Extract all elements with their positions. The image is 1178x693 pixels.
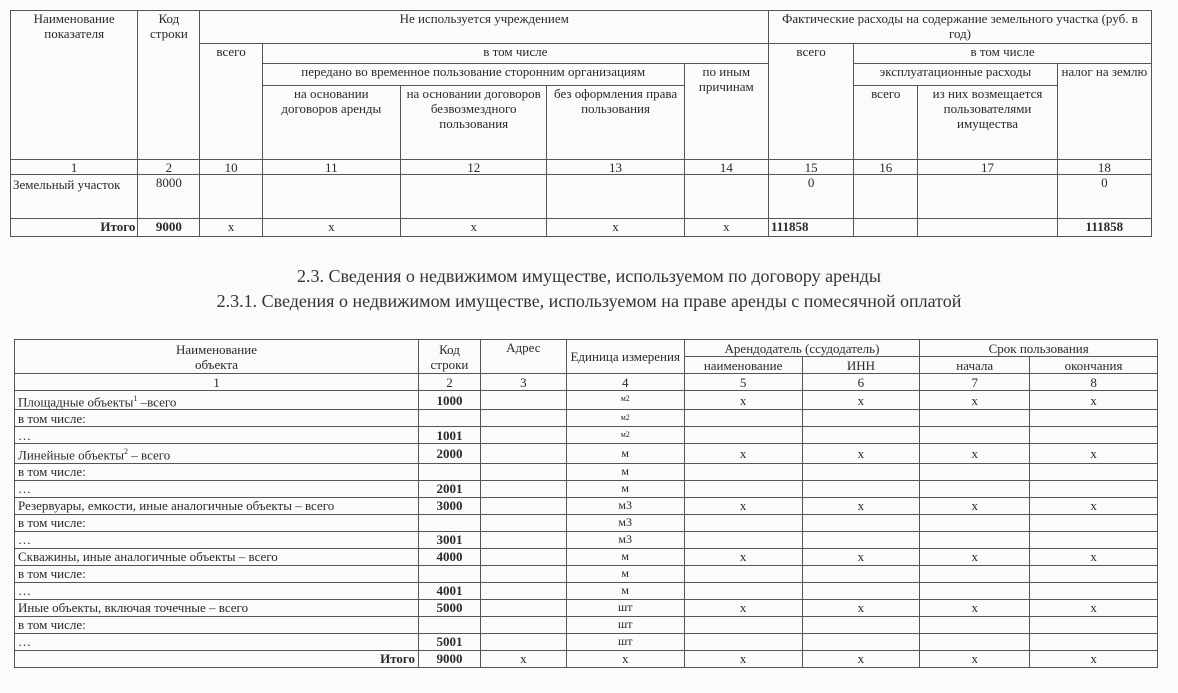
object-unit: шт <box>566 599 684 616</box>
object-name: … <box>15 480 419 497</box>
term-start <box>920 480 1030 497</box>
term-end <box>1030 565 1158 582</box>
col-num: 18 <box>1057 160 1151 175</box>
header-start: начала <box>920 357 1030 374</box>
row-code: 8000 <box>138 175 200 219</box>
object-address <box>480 548 566 565</box>
object-code: 4001 <box>418 582 480 599</box>
lessor-name: х <box>684 391 802 410</box>
object-unit: м3 <box>566 497 684 514</box>
header-transferred: передано во временное пользование сторонним организациям <box>262 64 684 86</box>
land-plot-table <box>10 10 1152 237</box>
total-start: х <box>920 650 1030 667</box>
object-unit: м <box>566 548 684 565</box>
header-no-registration: без оформления права пользования <box>547 86 684 160</box>
object-code: 2001 <box>418 480 480 497</box>
rented-property-table <box>14 339 1158 668</box>
object-address <box>480 633 566 650</box>
term-start: х <box>920 548 1030 565</box>
table-row <box>15 427 1158 444</box>
lessor-name: х <box>684 497 802 514</box>
cell-11: х <box>262 219 400 237</box>
term-start: х <box>920 599 1030 616</box>
total-inn: х <box>802 650 920 667</box>
header-term: Срок пользования <box>920 340 1158 357</box>
header-operating-total: всего <box>854 86 918 160</box>
col-num: 16 <box>854 160 918 175</box>
term-end <box>1030 582 1158 599</box>
column-numbers-row <box>11 160 1152 175</box>
term-start <box>920 463 1030 480</box>
header-including: в том числе <box>262 44 768 64</box>
header-inn: ИНН <box>802 357 920 374</box>
col-num: 1 <box>15 374 419 391</box>
header-code: Код строки <box>138 11 200 160</box>
object-code: 5001 <box>418 633 480 650</box>
object-code: 1001 <box>418 427 480 444</box>
lessor-inn <box>802 565 920 582</box>
object-address <box>480 444 566 463</box>
cell <box>854 175 918 219</box>
total-label: Итого <box>15 650 419 667</box>
term-start <box>920 616 1030 633</box>
cell-14: х <box>684 219 768 237</box>
term-end <box>1030 410 1158 427</box>
lessor-inn: х <box>802 444 920 463</box>
term-end <box>1030 514 1158 531</box>
lessor-name <box>684 480 802 497</box>
lessor-name <box>684 531 802 548</box>
object-code <box>418 514 480 531</box>
object-name: Линейные объекты$^2$ – всего <box>15 444 419 463</box>
cell <box>401 175 547 219</box>
term-start <box>920 514 1030 531</box>
lessor-name: х <box>684 548 802 565</box>
object-unit: м <box>566 582 684 599</box>
object-address <box>480 616 566 633</box>
total-unit: х <box>566 650 684 667</box>
lessor-name <box>684 616 802 633</box>
cell <box>547 175 684 219</box>
cell <box>918 219 1057 237</box>
object-address <box>480 599 566 616</box>
table-row <box>15 514 1158 531</box>
table-row <box>15 391 1158 410</box>
object-unit: шт <box>566 616 684 633</box>
lessor-name <box>684 582 802 599</box>
object-unit: шт <box>566 633 684 650</box>
object-code: 1000 <box>418 391 480 410</box>
header-address: Адрес <box>480 340 566 374</box>
term-start <box>920 633 1030 650</box>
column-numbers-row <box>15 374 1158 391</box>
header-free-use: на основании договоров безвозмездного пользования <box>401 86 547 160</box>
section-heading: 2.3. Сведения о недвижимом имуществе, используемом по договору аренды <box>297 266 881 286</box>
term-end <box>1030 480 1158 497</box>
object-name: Иные объекты, включая точечные – всего <box>15 599 419 616</box>
object-name: Резервуары, емкости, иные аналогичные объекты – всего <box>15 497 419 514</box>
lessor-name <box>684 514 802 531</box>
header-total: всего <box>200 44 262 160</box>
term-start <box>920 410 1030 427</box>
col-num: 13 <box>547 160 684 175</box>
object-name: в том числе: <box>15 410 419 427</box>
object-address <box>480 531 566 548</box>
term-end <box>1030 463 1158 480</box>
col-num: 3 <box>480 374 566 391</box>
lessor-inn: х <box>802 391 920 410</box>
term-end: х <box>1030 548 1158 565</box>
object-code: 4000 <box>418 548 480 565</box>
lessor-inn <box>802 531 920 548</box>
object-name: … <box>15 633 419 650</box>
header-name: Наименование показателя <box>11 11 138 160</box>
header-operating-costs: эксплуатационные расходы <box>854 64 1058 86</box>
table-row <box>15 444 1158 463</box>
term-end <box>1030 427 1158 444</box>
header-end: окончания <box>1030 357 1158 374</box>
table-row <box>15 410 1158 427</box>
object-name: … <box>15 582 419 599</box>
cell-15: 0 <box>768 175 853 219</box>
term-end <box>1030 633 1158 650</box>
object-address <box>480 391 566 410</box>
term-start <box>920 427 1030 444</box>
col-num: 5 <box>684 374 802 391</box>
lessor-inn <box>802 582 920 599</box>
col-num: 6 <box>802 374 920 391</box>
table-row <box>15 548 1158 565</box>
lessor-inn <box>802 616 920 633</box>
term-start: х <box>920 444 1030 463</box>
object-address <box>480 480 566 497</box>
object-code <box>418 463 480 480</box>
total-code: 9000 <box>138 219 200 237</box>
term-end: х <box>1030 497 1158 514</box>
total-label: Итого <box>11 219 138 237</box>
col-num: 10 <box>200 160 262 175</box>
lessor-name <box>684 463 802 480</box>
lessor-name <box>684 427 802 444</box>
header-lessor: Арендодатель (ссудодатель) <box>684 340 920 357</box>
term-start <box>920 531 1030 548</box>
col-num: 4 <box>566 374 684 391</box>
col-num: 15 <box>768 160 853 175</box>
term-end: х <box>1030 444 1158 463</box>
object-address <box>480 497 566 514</box>
lessor-inn: х <box>802 497 920 514</box>
term-start: х <box>920 497 1030 514</box>
lessor-name <box>684 565 802 582</box>
object-name: … <box>15 531 419 548</box>
table-row <box>15 565 1158 582</box>
term-start <box>920 582 1030 599</box>
object-code: 2000 <box>418 444 480 463</box>
term-start <box>920 565 1030 582</box>
cell-18: 111858 <box>1057 219 1151 237</box>
object-code: 5000 <box>418 599 480 616</box>
col-num: 11 <box>262 160 400 175</box>
row-name: Земельный участок <box>11 175 138 219</box>
lessor-inn <box>802 427 920 444</box>
table-row <box>15 582 1158 599</box>
total-lessor: х <box>684 650 802 667</box>
object-name: в том числе: <box>15 565 419 582</box>
term-start: х <box>920 391 1030 410</box>
object-unit: м2 <box>566 391 684 410</box>
object-address <box>480 410 566 427</box>
lessor-inn <box>802 514 920 531</box>
header-actual-costs: Фактические расходы на содержание земельного участка (руб. в год) <box>768 11 1151 44</box>
table-row <box>11 175 1152 219</box>
object-name: Скважины, иные аналогичные объекты – всего <box>15 548 419 565</box>
object-unit: м <box>566 444 684 463</box>
lessor-inn <box>802 480 920 497</box>
object-name: Площадные объекты$^1$ –всего <box>15 391 419 410</box>
term-end <box>1030 531 1158 548</box>
header-not-used: Не используется учреждением <box>200 11 768 44</box>
cell <box>684 175 768 219</box>
cell <box>854 219 918 237</box>
total-code: 9000 <box>418 650 480 667</box>
cell-13: х <box>547 219 684 237</box>
total-address: х <box>480 650 566 667</box>
header-lessor-name: наименование <box>684 357 802 374</box>
object-unit: м <box>566 565 684 582</box>
lessor-inn <box>802 463 920 480</box>
lessor-inn: х <box>802 548 920 565</box>
header-code: Код строки <box>418 340 480 374</box>
cell-18: 0 <box>1057 175 1151 219</box>
table-row <box>15 599 1158 616</box>
col-num: 2 <box>418 374 480 391</box>
col-num: 8 <box>1030 374 1158 391</box>
total-row <box>15 650 1158 667</box>
header-reimbursed: из них возмещается пользователями имущества <box>918 86 1057 160</box>
lessor-name: х <box>684 444 802 463</box>
term-end: х <box>1030 391 1158 410</box>
subsection-heading: 2.3.1. Сведения о недвижимом имуществе, используемом на праве аренды с помесячной оплатой <box>216 291 962 311</box>
col-num: 12 <box>401 160 547 175</box>
term-end: х <box>1030 599 1158 616</box>
object-unit: м <box>566 480 684 497</box>
header-actual-including: в том числе <box>854 44 1152 64</box>
header-actual-total: всего <box>768 44 853 160</box>
object-name: в том числе: <box>15 514 419 531</box>
lessor-inn <box>802 633 920 650</box>
table-row <box>15 616 1158 633</box>
table-row <box>15 497 1158 514</box>
object-code <box>418 616 480 633</box>
cell-15: 111858 <box>768 219 853 237</box>
lessor-inn: х <box>802 599 920 616</box>
object-address <box>480 565 566 582</box>
header-other-reasons: по иным причинам <box>684 64 768 160</box>
cell <box>200 175 262 219</box>
cell-12: х <box>401 219 547 237</box>
col-num: 17 <box>918 160 1057 175</box>
cell <box>262 175 400 219</box>
object-address <box>480 463 566 480</box>
object-unit: м <box>566 463 684 480</box>
col-num: 1 <box>11 160 138 175</box>
table-row <box>15 531 1158 548</box>
object-address <box>480 427 566 444</box>
lessor-name: х <box>684 599 802 616</box>
lessor-name <box>684 410 802 427</box>
table-row <box>15 633 1158 650</box>
object-name: … <box>15 427 419 444</box>
table-row <box>15 463 1158 480</box>
object-unit: м3 <box>566 514 684 531</box>
term-end <box>1030 616 1158 633</box>
object-address <box>480 514 566 531</box>
col-num: 14 <box>684 160 768 175</box>
total-end: х <box>1030 650 1158 667</box>
object-name: в том числе: <box>15 463 419 480</box>
header-object-name: Наименование объекта <box>15 340 419 374</box>
header-unit: Единица измерения <box>566 340 684 374</box>
object-unit: м2 <box>566 427 684 444</box>
object-code <box>418 565 480 582</box>
object-code: 3001 <box>418 531 480 548</box>
lessor-name <box>684 633 802 650</box>
object-code: 3000 <box>418 497 480 514</box>
object-code <box>418 410 480 427</box>
object-unit: м2 <box>566 410 684 427</box>
object-unit: м3 <box>566 531 684 548</box>
cell-10: х <box>200 219 262 237</box>
total-row <box>11 219 1152 237</box>
lessor-inn <box>802 410 920 427</box>
table-row <box>15 480 1158 497</box>
object-name: в том числе: <box>15 616 419 633</box>
col-num: 2 <box>138 160 200 175</box>
header-lease: на основании договоров аренды <box>262 86 400 160</box>
col-num: 7 <box>920 374 1030 391</box>
cell <box>918 175 1057 219</box>
header-land-tax: налог на землю <box>1057 64 1151 160</box>
object-address <box>480 582 566 599</box>
